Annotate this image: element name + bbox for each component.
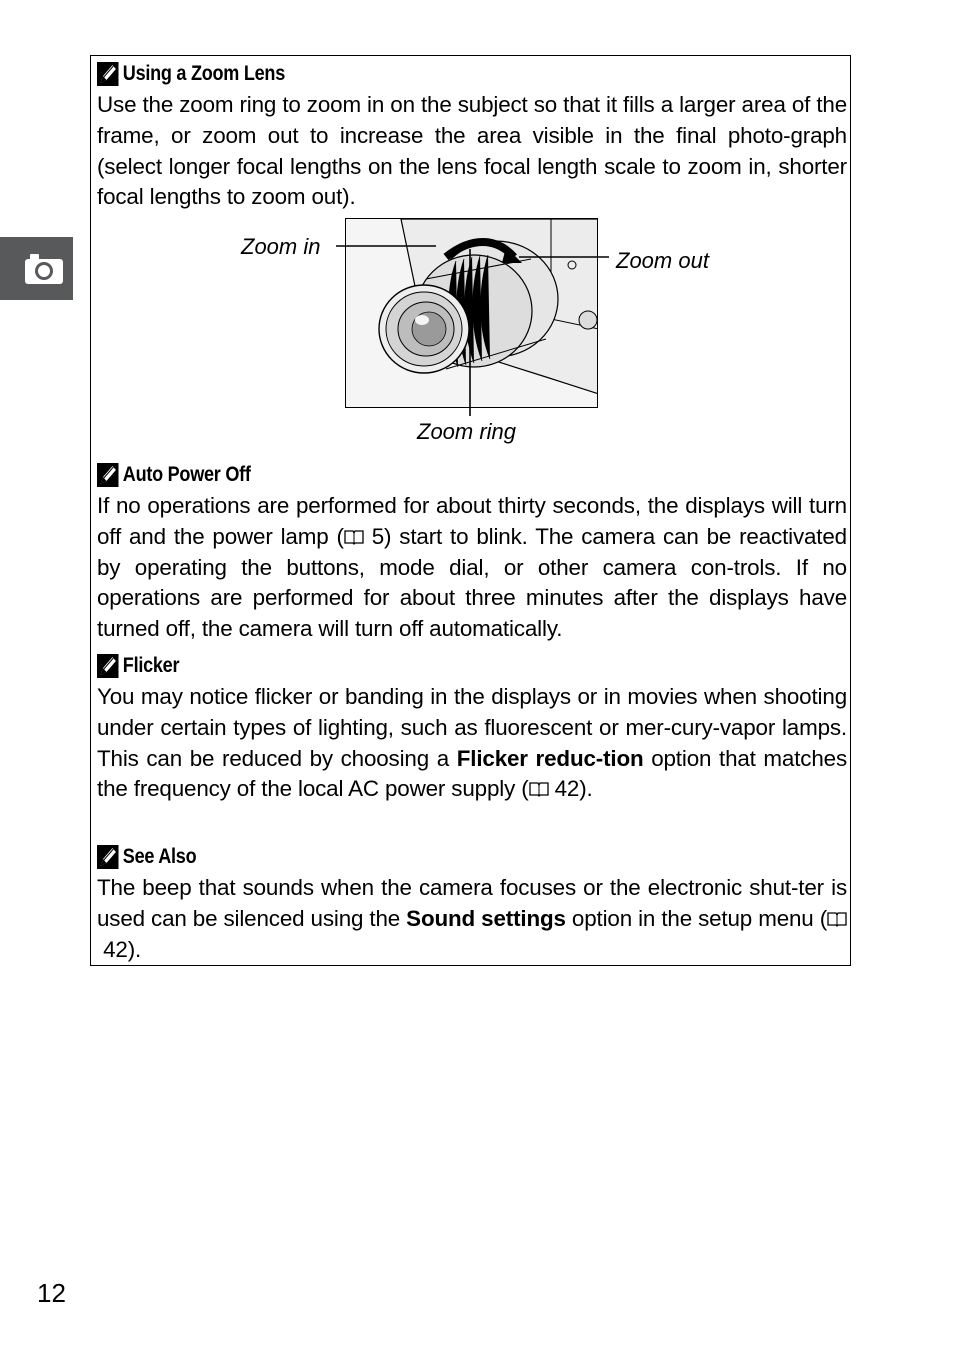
zoom-figure <box>91 56 852 456</box>
note-heading <box>97 653 742 679</box>
zoom-ring-label: Zoom ring <box>417 419 517 444</box>
page-ref: 5 <box>371 523 385 549</box>
body-text-part: If no operations are performed for about thirty seconds, the displays will turn off and the power lamp ( <box>97 493 847 549</box>
menu-option-name: Flicker reduc-tion <box>456 745 644 771</box>
zoom-out-label: Zoom out <box>616 248 709 273</box>
body-text-part: The beep that sounds when the camera focuses or the electronic shut-ter is used can be silenced using the <box>97 875 847 931</box>
menu-option-name: Sound settings <box>406 905 566 931</box>
body-text-part: option in the setup menu ( <box>565 905 828 931</box>
notes-box <box>90 55 851 966</box>
pencil-icon <box>97 845 119 869</box>
body-text-part: ). <box>579 776 593 802</box>
pencil-icon <box>97 654 119 678</box>
book-icon <box>529 781 549 797</box>
book-icon <box>344 529 364 545</box>
note-body: Use the zoom ring to zoom in on the subject so that it fills a larger area of the frame, or zoom out to increase the area visible in the final photo-graph (select longer focal lengths on the lens focal length scale to zoom in, shorter focal lengths to zoom out). <box>97 92 847 210</box>
note-body <box>97 873 847 965</box>
page-ref: 42 <box>554 776 580 802</box>
body-text-part: ). <box>127 936 142 962</box>
body-text-part: You may notice flicker or banding in the displays or in movies when shooting under certain types of lighting, such as fluorescent or mer-cury-vapor lamps. This can be reduced by choosing a <box>97 684 847 771</box>
heading-text: See Also <box>122 845 197 868</box>
heading-text: Using a Zoom Lens <box>122 62 285 85</box>
callout-lines <box>91 56 852 456</box>
note-flicker <box>97 653 847 805</box>
note-see-also <box>97 844 847 965</box>
body-text-part: option that matches the frequency of the local AC power supply ( <box>97 745 848 802</box>
heading-text: Flicker <box>122 654 180 677</box>
camera-icon <box>24 251 64 285</box>
note-body <box>97 682 847 805</box>
note-heading <box>97 462 742 488</box>
chapter-tab <box>0 237 73 300</box>
heading-text: Auto Power Off <box>122 463 251 486</box>
pencil-icon <box>97 463 119 487</box>
page-number: 12 <box>37 1278 66 1308</box>
page-ref: 42 <box>103 936 128 962</box>
book-icon <box>827 911 847 927</box>
note-heading <box>97 844 742 870</box>
note-auto-power-off <box>97 462 847 645</box>
zoom-in-label: Zoom in <box>241 234 321 259</box>
note-body <box>97 491 847 645</box>
body-text-part: ) start to blink. The camera can be reactivated by operating the buttons, mode dial, or other camera con-trols. If no operations are performed for about three minutes after the displays have turned off, the camera will turn off automatically. <box>97 523 847 642</box>
